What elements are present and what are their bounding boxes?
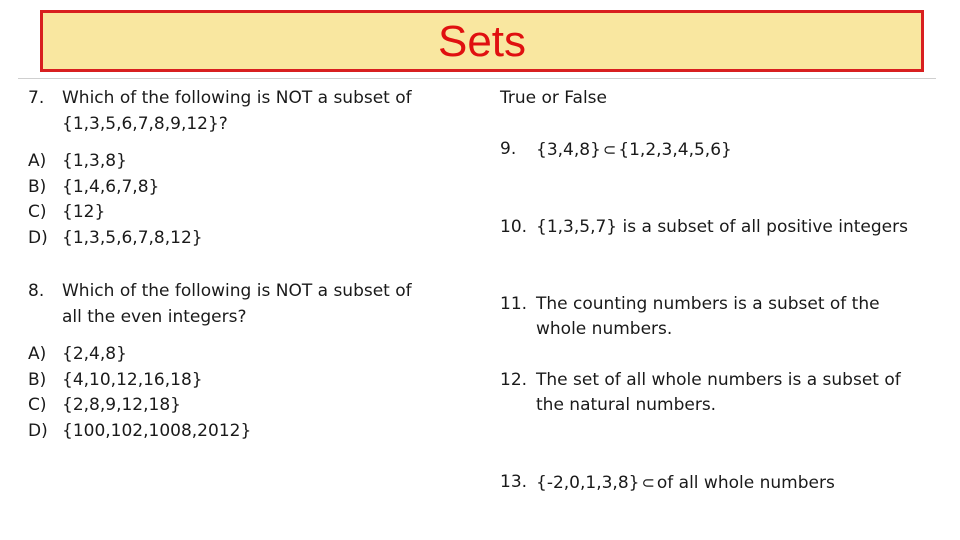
question-10 [500, 215, 940, 241]
option-text: {100,102,1008,2012} [62, 420, 252, 441]
option-d [28, 419, 468, 445]
set-expression: {3,4,8} [536, 139, 601, 160]
set-expression: {-2,0,1,3,8} [536, 472, 640, 493]
option-text: {2,8,9,12,18} [62, 395, 181, 415]
subset-symbol-icon: ⊂ [602, 139, 617, 159]
option-text: {1,4,6,7,8} [62, 176, 160, 197]
option-text: {1,3,5,6,7,8,12} [62, 227, 203, 248]
question-text-line2: the natural numbers. [536, 395, 717, 415]
option-b [28, 368, 468, 394]
subset-symbol-icon: ⊂ [641, 472, 655, 492]
option-text: {2,4,8} [62, 344, 127, 364]
option-label: A) [28, 344, 47, 364]
true-false-heading: True or False [500, 88, 607, 108]
question-text-line1: The set of all whole numbers is a subset of [536, 369, 901, 390]
question-text: of all whole numbers [656, 472, 835, 493]
question-text-line2: whole numbers. [536, 319, 673, 339]
option-label: B) [28, 176, 47, 197]
question-number: 10. [500, 217, 528, 237]
option-b [28, 175, 468, 201]
question-13 [500, 470, 940, 497]
option-label: C) [28, 202, 47, 222]
set-expression: {1,2,3,4,5,6} [618, 139, 732, 160]
option-c [28, 200, 468, 226]
question-text-line1: The counting numbers is a subset of the [536, 293, 880, 314]
question-text-line2: all the even integers? [62, 306, 247, 327]
option-text: {12} [62, 202, 106, 222]
question-12 [500, 368, 940, 419]
option-text: {1,3,8} [62, 151, 127, 171]
question-text: {1,3,5,7} is a subset of all positive integers [536, 217, 908, 237]
option-label: C) [28, 395, 47, 415]
option-label: B) [28, 369, 47, 390]
question-number: 13. [500, 471, 528, 492]
question-number: 9. [500, 138, 517, 159]
slide-title: Sets [437, 17, 527, 66]
question-number: 11. [500, 293, 528, 314]
option-c [28, 393, 468, 419]
option-text: {4,10,12,16,18} [62, 369, 203, 390]
question-text-line2: {1,3,5,6,7,8,9,12}? [62, 113, 228, 134]
left-column [28, 86, 468, 444]
question-8 [28, 279, 468, 444]
option-label: D) [28, 420, 48, 441]
option-label: D) [28, 227, 48, 248]
question-number: 12. [500, 369, 528, 390]
right-column [500, 86, 940, 496]
question-number: 7. [28, 88, 45, 108]
title-banner [40, 10, 924, 72]
question-7 [28, 86, 468, 251]
question-text-line1: Which of the following is NOT a subset of [62, 281, 412, 301]
divider [18, 78, 936, 79]
question-9 [500, 137, 940, 164]
option-label: A) [28, 151, 47, 171]
question-11 [500, 292, 940, 343]
option-a [28, 342, 468, 368]
option-d [28, 226, 468, 252]
option-a [28, 149, 468, 175]
question-number: 8. [28, 281, 45, 301]
question-text-line1: Which of the following is NOT a subset of [62, 88, 412, 108]
